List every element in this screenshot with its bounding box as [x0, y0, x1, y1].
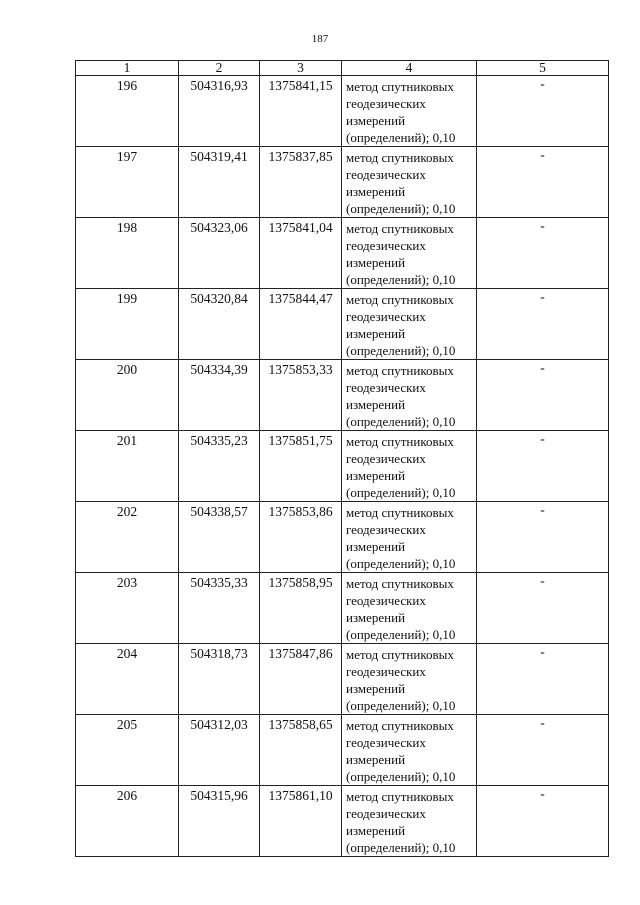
method-line: измерений: [346, 184, 406, 199]
table-body: [76, 76, 609, 857]
point-number-cell: 196: [76, 76, 179, 147]
method-line: геодезических: [346, 522, 426, 537]
table-row: [76, 502, 609, 573]
note-cell: -: [477, 289, 609, 360]
method-cell: [342, 786, 477, 857]
x-coordinate-cell: 504320,84: [179, 289, 260, 360]
method-line: измерений: [346, 610, 406, 625]
y-coordinate-cell: 1375841,15: [260, 76, 342, 147]
method-line: метод спутниковых: [346, 434, 454, 449]
point-number-cell: 197: [76, 147, 179, 218]
table-row: [76, 76, 609, 147]
table-row: [76, 289, 609, 360]
method-line: (определений); 0,10: [346, 485, 456, 500]
method-cell: [342, 502, 477, 573]
note-cell: -: [477, 218, 609, 289]
note-cell: -: [477, 76, 609, 147]
note-cell: -: [477, 360, 609, 431]
note-cell: -: [477, 502, 609, 573]
method-line: (определений); 0,10: [346, 556, 456, 571]
y-coordinate-cell: 1375853,33: [260, 360, 342, 431]
y-coordinate-cell: 1375851,75: [260, 431, 342, 502]
method-line: измерений: [346, 468, 406, 483]
method-line: метод спутниковых: [346, 292, 454, 307]
y-coordinate-cell: 1375858,65: [260, 715, 342, 786]
x-coordinate-cell: 504323,06: [179, 218, 260, 289]
y-coordinate-cell: 1375837,85: [260, 147, 342, 218]
point-number-cell: 202: [76, 502, 179, 573]
note-cell: -: [477, 147, 609, 218]
method-line: геодезических: [346, 593, 426, 608]
x-coordinate-cell: 504319,41: [179, 147, 260, 218]
method-cell: [342, 431, 477, 502]
note-cell: -: [477, 573, 609, 644]
method-line: метод спутниковых: [346, 789, 454, 804]
method-line: измерений: [346, 823, 406, 838]
x-coordinate-cell: 504318,73: [179, 644, 260, 715]
point-number-cell: 199: [76, 289, 179, 360]
method-line: (определений); 0,10: [346, 769, 456, 784]
method-line: метод спутниковых: [346, 150, 454, 165]
y-coordinate-cell: 1375858,95: [260, 573, 342, 644]
table-row: [76, 147, 609, 218]
method-line: геодезических: [346, 664, 426, 679]
method-line: (определений); 0,10: [346, 272, 456, 287]
y-coordinate-cell: 1375853,86: [260, 502, 342, 573]
x-coordinate-cell: 504334,39: [179, 360, 260, 431]
method-cell: [342, 76, 477, 147]
table-header-row: [76, 61, 609, 76]
y-coordinate-cell: 1375861,10: [260, 786, 342, 857]
note-cell: -: [477, 715, 609, 786]
method-line: метод спутниковых: [346, 505, 454, 520]
method-line: геодезических: [346, 238, 426, 253]
method-line: измерений: [346, 539, 406, 554]
method-line: метод спутниковых: [346, 647, 454, 662]
method-cell: [342, 218, 477, 289]
method-line: метод спутниковых: [346, 718, 454, 733]
table-row: [76, 573, 609, 644]
point-number-cell: 200: [76, 360, 179, 431]
method-line: геодезических: [346, 309, 426, 324]
column-header: 4: [342, 61, 477, 76]
method-line: измерений: [346, 113, 406, 128]
point-number-cell: 205: [76, 715, 179, 786]
column-header: 3: [260, 61, 342, 76]
scan-artifact: [260, 897, 620, 903]
point-number-cell: 206: [76, 786, 179, 857]
method-cell: [342, 573, 477, 644]
x-coordinate-cell: 504338,57: [179, 502, 260, 573]
method-cell: [342, 289, 477, 360]
method-line: (определений); 0,10: [346, 698, 456, 713]
y-coordinate-cell: 1375841,04: [260, 218, 342, 289]
method-line: измерений: [346, 255, 406, 270]
page-number: 187: [311, 33, 329, 45]
y-coordinate-cell: 1375844,47: [260, 289, 342, 360]
method-line: геодезических: [346, 96, 426, 111]
method-line: геодезических: [346, 735, 426, 750]
x-coordinate-cell: 504315,96: [179, 786, 260, 857]
coordinates-table: [75, 60, 609, 857]
method-line: (определений); 0,10: [346, 414, 456, 429]
column-header: 5: [477, 61, 609, 76]
method-line: (определений); 0,10: [346, 840, 456, 855]
method-cell: [342, 644, 477, 715]
method-line: метод спутниковых: [346, 576, 454, 591]
point-number-cell: 203: [76, 573, 179, 644]
method-line: метод спутниковых: [346, 221, 454, 236]
point-number-cell: 198: [76, 218, 179, 289]
method-line: измерений: [346, 681, 406, 696]
method-line: метод спутниковых: [346, 363, 454, 378]
method-line: метод спутниковых: [346, 79, 454, 94]
method-line: измерений: [346, 326, 406, 341]
method-cell: [342, 715, 477, 786]
column-header: 1: [76, 61, 179, 76]
x-coordinate-cell: 504335,33: [179, 573, 260, 644]
table-row: [76, 431, 609, 502]
note-cell: -: [477, 431, 609, 502]
method-line: (определений); 0,10: [346, 130, 456, 145]
note-cell: -: [477, 644, 609, 715]
table-row: [76, 715, 609, 786]
table-row: [76, 360, 609, 431]
table-row: [76, 644, 609, 715]
method-line: геодезических: [346, 451, 426, 466]
point-number-cell: 204: [76, 644, 179, 715]
table-row: [76, 218, 609, 289]
method-line: измерений: [346, 397, 406, 412]
method-line: (определений); 0,10: [346, 627, 456, 642]
note-cell: -: [477, 786, 609, 857]
x-coordinate-cell: 504335,23: [179, 431, 260, 502]
method-cell: [342, 147, 477, 218]
x-coordinate-cell: 504316,93: [179, 76, 260, 147]
method-line: геодезических: [346, 380, 426, 395]
table-row: [76, 786, 609, 857]
method-line: (определений); 0,10: [346, 201, 456, 216]
y-coordinate-cell: 1375847,86: [260, 644, 342, 715]
method-cell: [342, 360, 477, 431]
point-number-cell: 201: [76, 431, 179, 502]
method-line: измерений: [346, 752, 406, 767]
method-line: геодезических: [346, 167, 426, 182]
method-line: (определений); 0,10: [346, 343, 456, 358]
method-line: геодезических: [346, 806, 426, 821]
x-coordinate-cell: 504312,03: [179, 715, 260, 786]
column-header: 2: [179, 61, 260, 76]
